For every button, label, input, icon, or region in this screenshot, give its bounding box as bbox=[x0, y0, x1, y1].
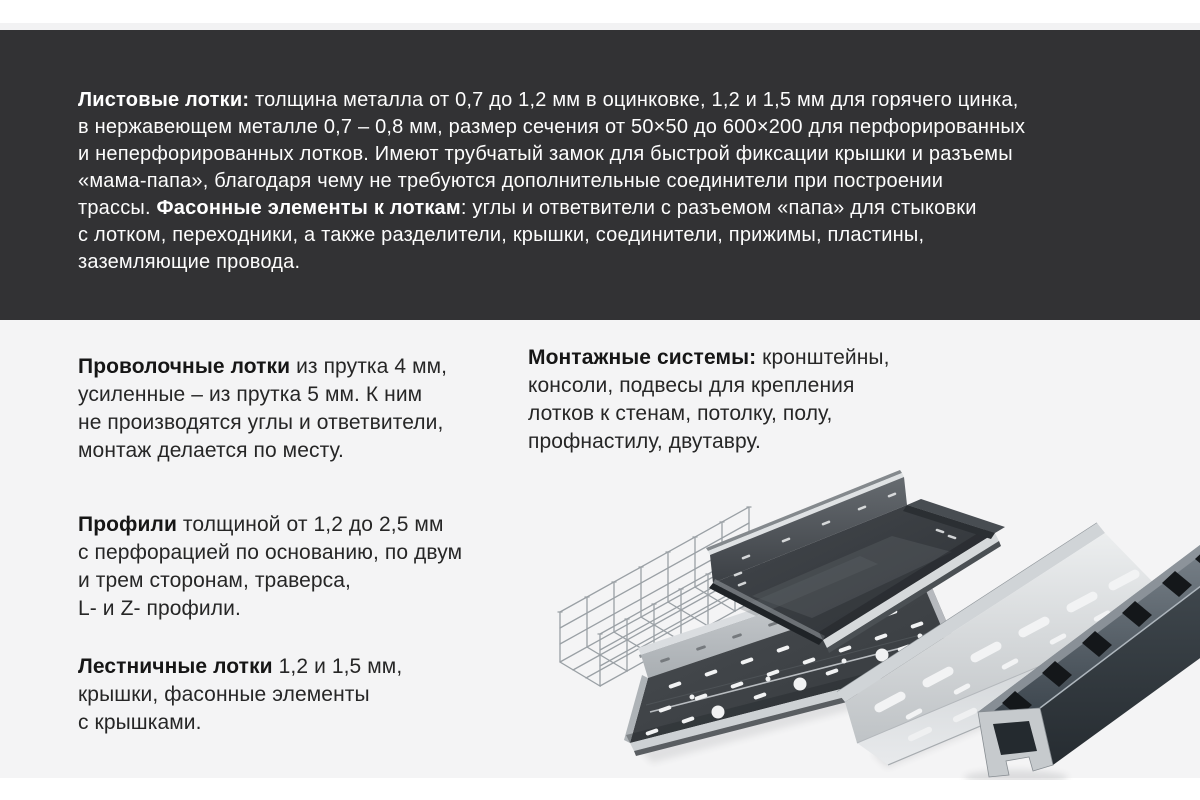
profiles-paragraph: Профили толщиной от 1,2 до 2,5 мм с перфорацией по основанию, по двум и трем сторонам, траверса, L- и Z- профили. bbox=[78, 513, 463, 620]
top-strip bbox=[0, 23, 1200, 30]
hero-paragraph: Листовые лотки: толщина металла от 0,7 до 1,2 мм в оцинковке, 1,2 и 1,5 мм для горячего цинка, в нержавеющем металле 0,7 – 0,8 мм, размер сечения от 50×50 до 600×200 для перфорированных и неперфорированных лотков. Имеют трубчатый замок для быстрой фиксации крышки и разъемы «мама-папа», благодаря чему не требуются дополнительные соединители при построении трассы. Фасонные элементы к лоткам: углы и ответвители с разъемом «папа» для стыковки с лотком, переходники, а также разделители, крышки, соединители, прижимы, пластины, заземляющие провода. bbox=[78, 89, 1026, 273]
wire-trays-paragraph: Проволочные лотки из прутка 4 мм, усиленные – из прутка 5 мм. К ним не производятся углы и ответвители, монтаж делается по месту. bbox=[78, 355, 448, 462]
ladder-trays-paragraph: Лестничные лотки 1,2 и 1,5 мм, крышки, фасонные элементы с крышками. bbox=[78, 655, 403, 734]
hero-section bbox=[0, 30, 1200, 320]
mounting-systems-paragraph: Монтажные системы: кронштейны, консоли, подвесы для крепления лотков к стенам, потолку, полу, профнастилу, двутавру. bbox=[528, 346, 890, 453]
right-column bbox=[528, 344, 890, 456]
left-column bbox=[78, 353, 462, 737]
product-collage-image bbox=[500, 450, 1200, 780]
content-section bbox=[0, 320, 1200, 778]
